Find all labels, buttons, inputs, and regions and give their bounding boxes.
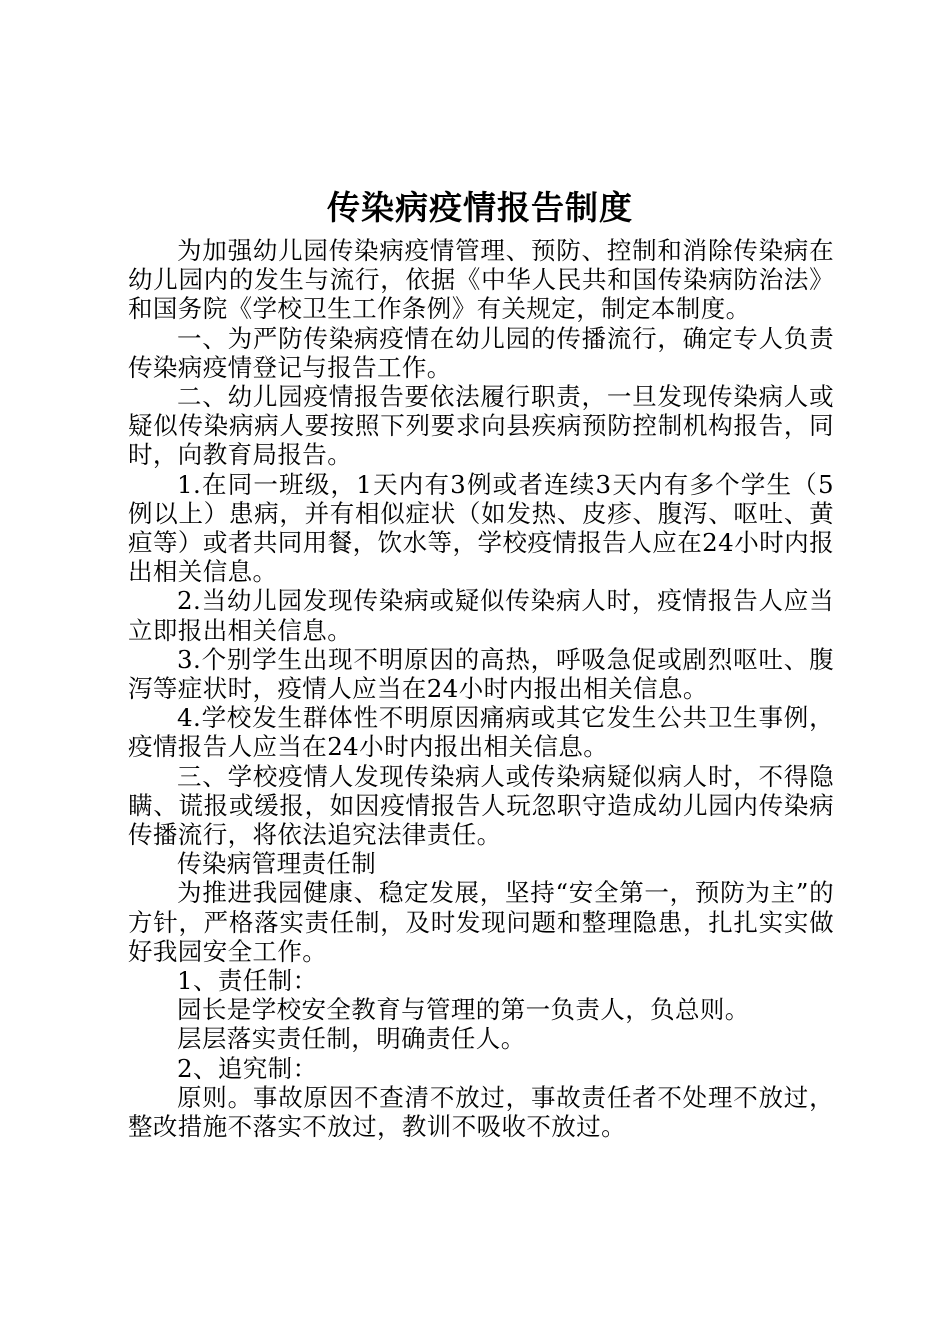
paragraph-responsibility-heading: 1、责任制： [177,966,318,996]
paragraph-accountability-principle: 原则。事故原因不查清不放过，事故责任者不处理不放过，整改措施不落实不放过，教训不吸收不放过。 [128,1082,834,1142]
paragraph-intro: 为加强幼儿园传染病疫情管理、预防、控制和消除传染病在幼儿园内的发生与流行，依据《中华人民共和国传染病防治法》和国务院《学校卫生工作条例》有关规定，制定本制度。 [128,236,834,324]
paragraph-section-2: 二、幼儿园疫情报告要依法履行职责，一旦发现传染病人或疑似传染病病人要按照下列要求向县疾病预防控制机构报告，同时，向教育局报告。 [128,382,834,470]
paragraph-item-1: 1.在同一班级，1天内有3例或者连续3天内有多个学生（5例以上）患病，并有相似症状（如发热、皮疹、腹泻、呕吐、黄疸等）或者共同用餐，饮水等，学校疫情报告人应在24小时内报出相关信息。 [128,469,834,587]
paragraph-item-2: 2.当幼儿园发现传染病或疑似传染病人时，疫情报告人应当立即报出相关信息。 [128,586,834,645]
paragraph-item-3: 3.个别学生出现不明原因的高热，呼吸急促或剧烈呕吐、腹泻等症状时，疫情人应当在24小时内报出相关信息。 [128,644,834,704]
paragraph-accountability-heading: 2、追究制： [177,1053,318,1083]
document-title: 传染病疫情报告制度 [327,188,633,227]
paragraph-layered-responsibility: 层层落实责任制，明确责任人。 [177,1024,526,1054]
paragraph-principal-responsibility: 园长是学校安全教育与管理的第一负责人，负总则。 [177,995,750,1025]
subheading-responsibility-system: 传染病管理责任制 [177,849,377,879]
document-body [128,236,834,1141]
paragraph-section-1: 一、为严防传染病疫情在幼儿园的传播流行，确定专人负责传染病疫情登记与报告工作。 [128,323,834,382]
paragraph-item-4: 4.学校发生群体性不明原因痛病或其它发生公共卫生事例，疫情报告人应当在24小时内报出相关信息。 [128,703,834,762]
paragraph-section-3: 三、学校疫情人发现传染病人或传染病疑似病人时，不得隐瞒、谎报或缓报，如因疫情报告人玩忽职守造成幼儿园内传染病传播流行，将依法追究法律责任。 [128,761,834,850]
paragraph-responsibility-intro: 为推进我园健康、稳定发展，坚持“安全第一，预防为主”的方针，严格落实责任制，及时发现问题和整理隐患，扎扎实实做好我园安全工作。 [128,878,834,966]
